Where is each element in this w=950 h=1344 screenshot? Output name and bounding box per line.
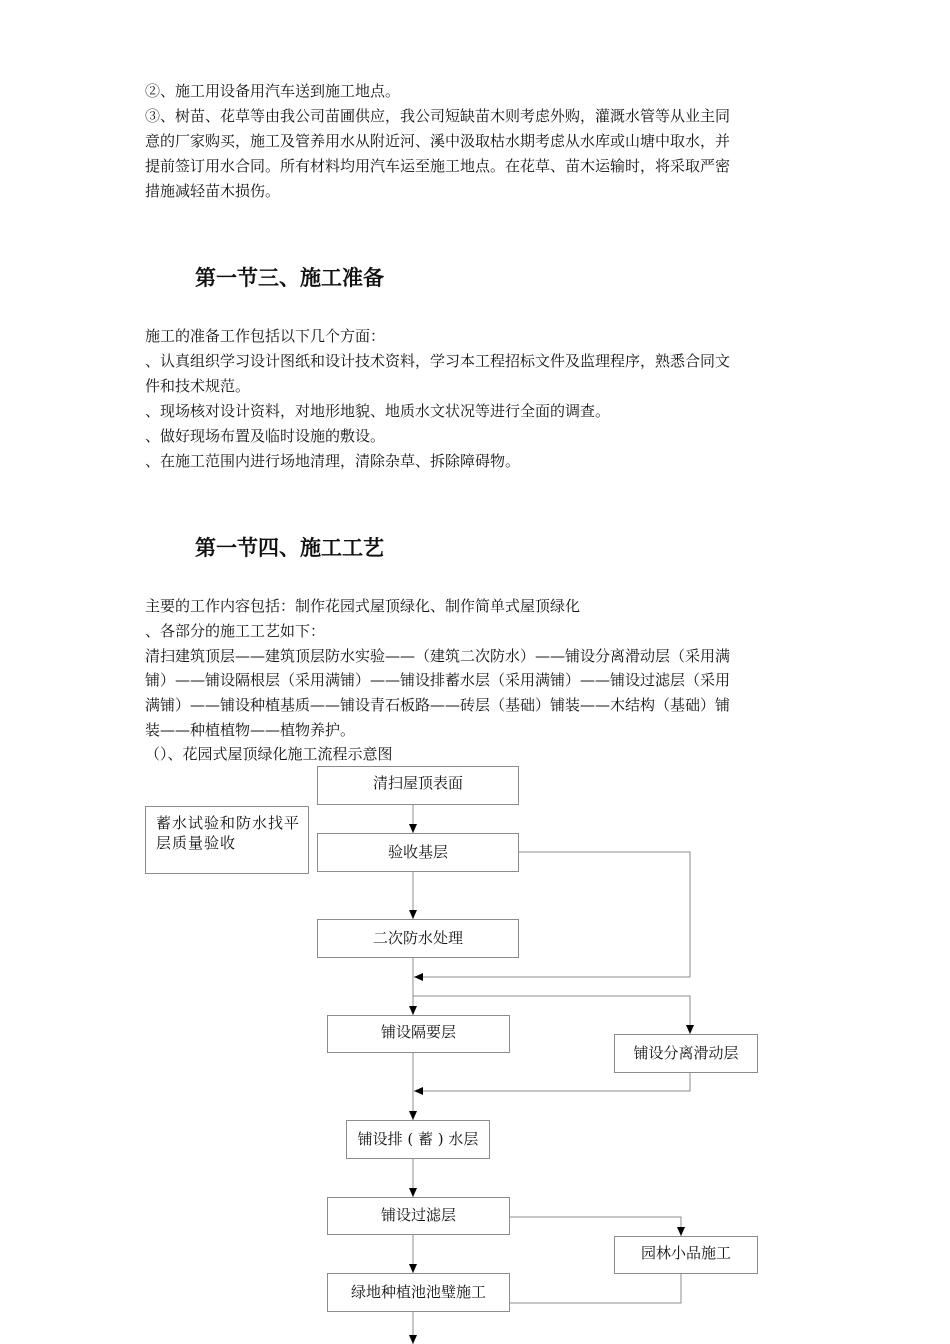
paragraph-line: 、现场核对设计资料，对地形地貌、地质水文状况等进行全面的调查。 bbox=[145, 402, 611, 420]
flow-node-landscape-features: 园林小品施工 bbox=[614, 1236, 758, 1274]
flow-node-drainage-layer: 铺设排 ( 蓄 ) 水层 bbox=[346, 1120, 490, 1159]
section-heading: 第一节四、施工工艺 bbox=[195, 535, 384, 560]
paragraph-line: 、认真组织学习设计图纸和设计技术资料，学习本工程招标文件及监理程序，熟悉合同文 bbox=[145, 352, 731, 370]
paragraph-line: 铺）——铺设隔根层（采用满铺）——铺设排蓄水层（采用满铺）——铺设过滤层（采用 bbox=[145, 671, 731, 689]
flow-node-root-barrier: 铺设隔要层 bbox=[327, 1015, 510, 1053]
flow-node-filter-layer: 铺设过滤层 bbox=[327, 1197, 510, 1235]
paragraph-line: 施工的准备工作包括以下几个方面： bbox=[145, 327, 386, 345]
flowchart-caption: （）、花园式屋顶绿化施工流程示意图 bbox=[145, 745, 393, 763]
flow-node-planter-walls: 绿地种植池池璧施工 bbox=[327, 1273, 510, 1312]
paragraph-line: 、做好现场布置及临时设施的敷设。 bbox=[145, 427, 386, 445]
paragraph-line: 清扫建筑顶层——建筑顶层防水实验——（建筑二次防水）——铺设分离滑动层（采用满 bbox=[145, 647, 731, 665]
flow-node-secondary-waterproof: 二次防水处理 bbox=[317, 919, 519, 958]
paragraph-line: 主要的工作内容包括：制作花园式屋顶绿化、制作简单式屋顶绿化 bbox=[145, 597, 581, 615]
section-heading: 第一节三、施工准备 bbox=[195, 265, 384, 290]
paragraph-line: 提前签订用水合同。所有材料均用汽车运至施工地点。在花草、苗木运输时，将采取严密 bbox=[145, 157, 731, 175]
paragraph-line: 、在施工范围内进行场地清理，清除杂草、拆除障碍物。 bbox=[145, 452, 521, 470]
paragraph-line: 、各部分的施工工艺如下： bbox=[145, 622, 326, 640]
flow-node-slide-layer: 铺设分离滑动层 bbox=[614, 1034, 758, 1073]
flow-arrow bbox=[500, 1274, 681, 1303]
flow-node-clean-roof: 清扫屋顶表面 bbox=[317, 766, 519, 805]
flow-arrow bbox=[509, 1217, 681, 1236]
paragraph-line: ③、树苗、花草等由我公司苗圃供应，我公司短缺苗木则考虑外购，灌溉水管等从业主同 bbox=[145, 107, 731, 125]
flow-node-accept-base: 验收基层 bbox=[317, 833, 519, 872]
flow-note-inspection: 蓄水试验和防水找平层质量验收 bbox=[145, 806, 309, 874]
paragraph-line: 措施减轻苗木损伤。 bbox=[145, 182, 281, 200]
paragraph-line: ②、施工用设备用汽车送到施工地点。 bbox=[145, 82, 401, 100]
flow-arrow bbox=[414, 1073, 690, 1091]
paragraph-line: 件和技术规范。 bbox=[145, 377, 251, 395]
paragraph-line: 满铺）——铺设种植基质——铺设青石板路——砖层（基础）铺装——木结构（基础）铺 bbox=[145, 696, 731, 714]
paragraph-line: 装——种植植物——植物养护。 bbox=[145, 721, 356, 739]
paragraph-line: 意的厂家购买，施工及管养用水从附近河、溪中汲取枯水期考虑从水库或山塘中取水，并 bbox=[145, 132, 731, 150]
